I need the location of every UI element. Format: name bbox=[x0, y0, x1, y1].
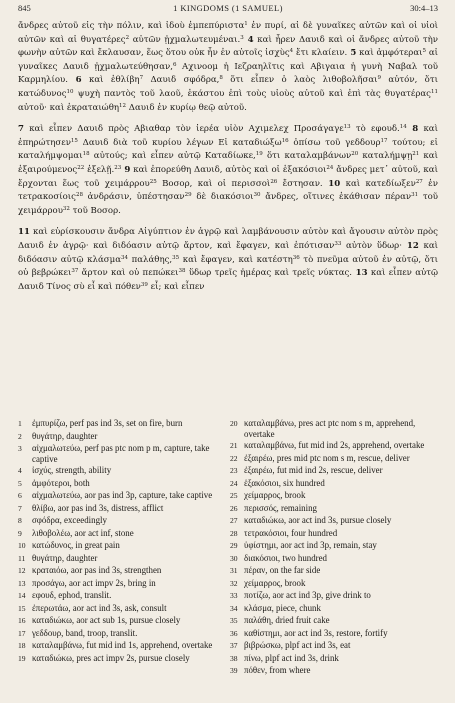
verse-number: 4 bbox=[243, 34, 254, 45]
verse-number: 10 bbox=[322, 178, 341, 189]
footnote-marker: 28 bbox=[75, 192, 83, 199]
verse-number: 9 bbox=[121, 164, 131, 175]
footnote-entry bbox=[18, 578, 218, 590]
text-run: ὅτι καταλαμβάνων bbox=[262, 151, 352, 162]
footnote-entry bbox=[230, 528, 430, 540]
footnote-marker: 37 bbox=[71, 268, 79, 275]
footnote-marker: 10 bbox=[66, 88, 74, 95]
footnote-marker: 1 bbox=[244, 21, 248, 27]
footnote-entry bbox=[230, 478, 430, 490]
footnote-marker: 19 bbox=[255, 151, 263, 158]
footnote-entry bbox=[230, 578, 430, 590]
footnote-entry bbox=[18, 478, 218, 490]
text-run: αἱ γυναῖκες Δαυιδ ᾐχμαλωτεύθησαν, bbox=[18, 48, 438, 72]
footnote-marker: 22 bbox=[77, 164, 85, 171]
text-run: καὶ ἐθλίβη bbox=[81, 75, 140, 86]
footnote-text: καταλαμβάνω, pres act ptc nom s m, apprehend, overtake bbox=[244, 418, 416, 439]
verse-number: 8 bbox=[406, 124, 419, 135]
footnote-text: καταδιώκω, aor act sub 1s, pursue closely bbox=[32, 615, 181, 626]
footnote-text: χείμαρρος, brook bbox=[244, 490, 306, 501]
footnote-text: γεδδουρ, band, troop, translit. bbox=[32, 627, 138, 638]
footnote-text: ὑφίστημι, aor act ind 3p, remain, stay bbox=[244, 540, 377, 551]
chapter-reference: 30:4–13 bbox=[410, 3, 438, 13]
footnote-marker: 36 bbox=[292, 254, 300, 261]
text-run: ἐξελῇ. bbox=[84, 164, 115, 175]
text-run: αὐτῶν ᾐχμαλωτευμέναι. bbox=[129, 34, 241, 45]
text-run: ἔτι κλαίειν. bbox=[293, 48, 348, 59]
footnote-entry bbox=[18, 515, 218, 527]
footnote-text: κλάσμα, piece, chunk bbox=[244, 602, 321, 613]
text-run: αὐτόν, ὅτι κατώδυνος bbox=[18, 75, 438, 99]
footnote-marker: 6 bbox=[172, 61, 177, 68]
footnote-text: ἐμπυρίζω, perf pas ind 3s, set on fire, burn bbox=[32, 418, 183, 428]
footnote-entry bbox=[18, 490, 218, 502]
footnote-entry bbox=[230, 465, 430, 477]
footnote-entry bbox=[18, 590, 218, 602]
footnote-text: πέραν, on the far side bbox=[244, 565, 321, 576]
footnote-text: ἑξακόσιοι, six hundred bbox=[244, 477, 325, 488]
footnote-entry bbox=[18, 553, 218, 565]
page-number: 845 bbox=[18, 3, 31, 13]
footnote-marker: 18 bbox=[82, 151, 90, 158]
book-title: 1 KINGDOMS (1 SAMUEL) bbox=[173, 3, 283, 13]
text-run: Δαυιδ διὰ τοῦ κυρίου λέγων Εἰ καταδιώξω bbox=[77, 137, 282, 148]
text-run: τὸ εφουδ. bbox=[350, 124, 400, 135]
text-run: καὶ διδόασιν αὐτῷ κλάσμα bbox=[18, 240, 438, 265]
footnote-marker: 16 bbox=[281, 137, 289, 144]
footnote-number: 4 bbox=[18, 466, 22, 476]
footnote-entry bbox=[230, 453, 430, 465]
footnote-marker: 8 bbox=[219, 75, 223, 82]
footnote-entry bbox=[230, 515, 430, 527]
footnote-number: 19 bbox=[18, 653, 26, 663]
footnote-number: 33 bbox=[230, 591, 238, 601]
footnote-entry bbox=[18, 528, 218, 540]
footnote-number: 1 bbox=[18, 419, 22, 428]
footnote-number: 37 bbox=[230, 641, 238, 651]
text-run: καὶ κατεδίωξεν bbox=[340, 178, 416, 189]
footnote-text: βιβρώσκω, plpf act ind 3s, eat bbox=[244, 640, 351, 651]
footnote-number: 28 bbox=[230, 528, 238, 538]
greek-text-body bbox=[18, 20, 438, 302]
footnote-text: καταλαμβάνω, fut mid ind 2s, apprehend, overtake bbox=[244, 440, 425, 451]
footnote-number: 5 bbox=[18, 478, 22, 488]
footnote-number: 34 bbox=[230, 603, 238, 613]
footnote-entry bbox=[230, 665, 430, 677]
text-run: καὶ ἐξαιρούμενος bbox=[18, 151, 438, 175]
footnote-entry bbox=[230, 490, 430, 502]
footnote-marker: 14 bbox=[399, 124, 407, 131]
footnote-text: κραταιόω, aor pas ind 3s, strengthen bbox=[32, 565, 162, 576]
footnote-entry bbox=[18, 628, 218, 640]
footnote-marker: 20 bbox=[351, 151, 359, 158]
text-run: καὶ εὑρίσκουσιν ἄνδρα Αἰγύπτιον ἐν ἀγρῷ καὶ λαμβάνουσιν αὐτὸν καὶ ἄγουσιν αὐτὸν πρὸς Δαυιδ ἐν ἀγρῷ· καὶ διδόασιν αὐτῷ ἄρτον, καὶ ἔφαγεν, καὶ ἐπότισαν bbox=[18, 227, 438, 251]
verse-number: 12 bbox=[401, 240, 419, 251]
text-run: τοῦ χειμάρρου bbox=[18, 192, 438, 216]
footnote-number: 25 bbox=[230, 491, 238, 501]
footnote-marker: 5 bbox=[422, 48, 427, 55]
footnote-text: θλίβω, aor pas ind 3s, distress, afflict bbox=[32, 502, 164, 513]
footnotes-right-column bbox=[230, 418, 430, 678]
footnote-number: 35 bbox=[230, 616, 238, 626]
footnote-text: χείμαρρος, brook bbox=[244, 577, 306, 588]
footnote-number: 14 bbox=[18, 591, 26, 601]
footnote-number: 31 bbox=[230, 566, 238, 576]
footnote-entry bbox=[18, 603, 218, 615]
text-run: καὶ ἀμφότεραι bbox=[356, 48, 423, 59]
footnote-marker: 15 bbox=[70, 137, 78, 144]
footnote-text: πόθεν, from where bbox=[244, 665, 311, 676]
text-run: ἐν πυρί, αἱ δὲ γυναῖκες αὐτῶν καὶ οἱ υἱοὶ αὐτῶν καὶ αἱ θυγατέρες bbox=[18, 21, 438, 45]
footnotes-left-column bbox=[18, 418, 218, 665]
verse-number: 7 bbox=[18, 124, 24, 135]
footnote-marker: 38 bbox=[178, 268, 186, 275]
footnote-entry bbox=[230, 628, 430, 640]
footnote-marker: 33 bbox=[334, 240, 342, 247]
footnote-number: 22 bbox=[230, 453, 238, 463]
text-run: ὅτι εἶπεν ὁ λαὸς λιθοβολῆσαι bbox=[222, 75, 378, 86]
footnote-entry bbox=[18, 503, 218, 515]
text-paragraph bbox=[18, 20, 438, 115]
text-run: καὶ εἶπεν Δαυιδ πρὸς Αβιαθαρ τὸν ἱερέα υἱὸν Αχιμελεχ Προσάγαγε bbox=[23, 124, 344, 135]
footnote-text: εφουδ, ephod, translit. bbox=[32, 590, 112, 601]
text-paragraph bbox=[18, 123, 438, 218]
footnote-number: 3 bbox=[18, 444, 22, 453]
text-run: Βοσορ, καὶ οἱ περισσοὶ bbox=[156, 178, 271, 189]
footnote-entry bbox=[18, 640, 218, 652]
footnote-text: πίνω, plpf act ind 3s, drink bbox=[244, 652, 339, 663]
footnote-text: θυγάτηρ, daughter bbox=[32, 430, 98, 441]
footnote-number: 30 bbox=[230, 553, 238, 563]
footnote-number: 38 bbox=[230, 653, 238, 663]
footnote-text: ἐπερωτάω, aor act ind 3s, ask, consult bbox=[32, 602, 167, 613]
footnote-entry bbox=[230, 418, 430, 439]
text-run: Αχινοομ ἡ Ιεζραηλῖτις καὶ Αβιγαια ἡ γυνὴ Ναβαλ τοῦ Καρμηλίου. bbox=[18, 61, 438, 86]
footnote-number: 20 bbox=[230, 419, 238, 428]
footnote-number: 11 bbox=[18, 553, 26, 563]
footnote-entry bbox=[18, 615, 218, 627]
footnote-entry bbox=[230, 553, 430, 565]
text-run: παλάθης, bbox=[128, 254, 173, 265]
footnote-marker: 27 bbox=[415, 178, 423, 185]
verse-number: 13 bbox=[352, 268, 368, 279]
footnote-entry bbox=[18, 540, 218, 552]
footnote-marker: 11 bbox=[431, 88, 438, 95]
text-run: Δαυιδ ἐν κυρίῳ θεῷ αὐτοῦ. bbox=[126, 102, 247, 113]
footnote-number: 9 bbox=[18, 528, 22, 538]
footnote-number: 8 bbox=[18, 516, 22, 526]
footnote-number: 17 bbox=[18, 628, 26, 638]
footnote-marker: 29 bbox=[184, 192, 192, 199]
footnote-entry bbox=[230, 540, 430, 552]
footnote-number: 29 bbox=[230, 541, 238, 551]
footnote-marker: 26 bbox=[270, 178, 278, 185]
footnote-entry bbox=[230, 653, 430, 665]
footnote-number: 16 bbox=[18, 616, 26, 626]
footnote-entry bbox=[18, 653, 218, 665]
footnote-text: ἐξαιρέω, pres mid ptc nom s m, rescue, deliver bbox=[244, 452, 410, 463]
text-run: ἐν τετρακοσίοις bbox=[18, 178, 438, 203]
footnote-number: 10 bbox=[18, 541, 26, 551]
footnote-marker: 4 bbox=[289, 48, 294, 55]
footnote-number: 18 bbox=[18, 641, 26, 651]
text-run: ἄρτον καὶ οὐ πεπώκει bbox=[78, 268, 179, 279]
footnote-number: 2 bbox=[18, 431, 22, 441]
footnote-number: 24 bbox=[230, 478, 238, 488]
footnote-marker: 35 bbox=[172, 254, 180, 261]
footnote-text: ἐξαιρέω, fut mid ind 2s, rescue, deliver bbox=[244, 465, 383, 476]
text-run: ψυχὴ παντὸς τοῦ λαοῦ, ἑκάστου ἐπὶ τοὺς υἱοὺς αὐτοῦ καὶ ἐπὶ τὰς θυγατέρας bbox=[73, 88, 431, 99]
footnote-text: ἀμφότεροι, both bbox=[32, 477, 90, 488]
footnote-text: θυγάτηρ, daughter bbox=[32, 552, 98, 563]
footnote-text: καταλαμβάνω, fut mid ind 1s, apprehend, overtake bbox=[32, 640, 213, 651]
text-run: ἔστησαν. bbox=[277, 178, 323, 189]
footnote-entry bbox=[230, 503, 430, 515]
book-page bbox=[18, 0, 438, 703]
footnote-text: τετρακόσιοι, four hundred bbox=[244, 527, 338, 538]
footnote-marker: 39 bbox=[140, 281, 148, 288]
footnote-marker: 21 bbox=[412, 151, 420, 158]
verse-number: 11 bbox=[18, 227, 30, 238]
footnote-number: 39 bbox=[230, 666, 238, 676]
footnote-marker: 3 bbox=[240, 34, 244, 41]
footnote-marker: 34 bbox=[121, 254, 128, 261]
verse-number: 6 bbox=[67, 75, 82, 86]
footnote-number: 6 bbox=[18, 491, 22, 501]
footnote-text: καταδιώκω, aor act ind 3s, pursue closely bbox=[244, 515, 392, 526]
footnote-entry bbox=[18, 431, 218, 443]
footnote-number: 32 bbox=[230, 578, 238, 588]
verse-number: 5 bbox=[347, 48, 357, 59]
footnote-text: αἰχμαλωτεύω, perf pas ptc nom p m, capture, take captive bbox=[32, 443, 210, 464]
footnote-text: αἰχμαλωτεύω, aor pas ind 3p, capture, take captive bbox=[32, 490, 213, 501]
footnote-text: προσάγω, aor act impv 2s, bring in bbox=[32, 577, 156, 588]
footnote-marker: 31 bbox=[411, 192, 419, 199]
text-run: καὶ ἔφαγεν, καὶ κατέστη bbox=[179, 254, 293, 265]
footnote-marker: 25 bbox=[149, 178, 157, 185]
footnote-marker: 23 bbox=[114, 164, 122, 171]
text-run: αὐτοῦ· καὶ ἐκραταιώθη bbox=[18, 102, 120, 113]
text-run: καὶ ἐπηρώτησεν bbox=[18, 124, 438, 148]
footnote-text: παλάθη, dried fruit cake bbox=[244, 615, 330, 626]
footnote-text: περισσός, remaining bbox=[244, 502, 317, 513]
footnote-entry bbox=[230, 640, 430, 652]
footnote-marker: 32 bbox=[62, 205, 70, 212]
footnote-text: καταδιώκω, pres act impv 2s, pursue closely bbox=[32, 652, 190, 663]
footnote-marker: 2 bbox=[125, 34, 130, 41]
text-run: τὸ πνεῦμα αὐτοῦ ἐν αὐτῷ, ὅτι οὐ βεβρώκει bbox=[18, 254, 438, 279]
text-fade-overlay bbox=[18, 392, 438, 414]
footnote-entry bbox=[230, 603, 430, 615]
text-run: ἄνδρες αὐτοῦ εἰς τὴν πόλιν, καὶ ἰδοὺ ἐμπεπύριστα bbox=[18, 21, 245, 31]
footnote-marker: 13 bbox=[343, 124, 351, 131]
footnote-number: 23 bbox=[230, 466, 238, 476]
footnote-entry bbox=[230, 565, 430, 577]
footnote-number: 21 bbox=[230, 441, 238, 451]
text-run: καὶ εἶπεν αὐτῷ Δαυιδ Τίνος σὺ εἶ καὶ πόθεν bbox=[18, 268, 438, 292]
running-header bbox=[18, 3, 438, 15]
footnote-number: 7 bbox=[18, 503, 22, 513]
footnote-text: διακόσιοι, two hundred bbox=[244, 552, 327, 563]
footnote-entry bbox=[230, 440, 430, 452]
footnote-marker: 7 bbox=[139, 75, 144, 82]
footnote-marker: 17 bbox=[380, 137, 388, 144]
footnote-number: 15 bbox=[18, 603, 26, 613]
text-run: τοῦ Βοσορ. bbox=[69, 205, 121, 216]
footnote-number: 12 bbox=[18, 566, 26, 576]
text-run: καταλήμψῃ bbox=[358, 151, 413, 162]
footnote-marker: 9 bbox=[377, 75, 382, 82]
footnote-number: 27 bbox=[230, 516, 238, 526]
text-run: ἄνδρες μετ᾽ αὐτοῦ, καὶ ἔρχονται ἕως τοῦ χειμάρρου bbox=[18, 164, 438, 189]
footnote-number: 13 bbox=[18, 578, 26, 588]
text-paragraph bbox=[18, 226, 438, 294]
footnote-entry bbox=[230, 590, 430, 602]
footnote-marker: 12 bbox=[119, 102, 127, 109]
text-run: ἀνδράσιν, ὑπέστησαν bbox=[82, 192, 185, 203]
footnote-text: καθίστημι, aor act ind 3s, restore, fortify bbox=[244, 627, 388, 638]
footnote-number: 26 bbox=[230, 503, 238, 513]
footnote-text: κατώδυνος, in great pain bbox=[32, 540, 120, 551]
footnote-text: ποτίζω, aor act ind 3p, give drink to bbox=[244, 590, 371, 601]
footnote-entry bbox=[230, 615, 430, 627]
text-run: εἶ; καὶ εἶπεν bbox=[147, 281, 205, 292]
footnote-marker: 30 bbox=[253, 192, 261, 199]
text-run: ἄνδρες, οἵτινες ἐκάθισαν πέραν bbox=[260, 192, 412, 203]
text-run: ὀπίσω τοῦ γεδδουρ bbox=[288, 137, 381, 148]
footnote-entry bbox=[18, 565, 218, 577]
footnote-entry bbox=[18, 418, 218, 430]
text-run: καὶ ἦρεν Δαυιδ καὶ οἱ ἄνδρες αὐτοῦ τὴν φωνὴν αὐτῶν καὶ ἔκλαυσαν, ἕως ὅτου οὐκ ἦν ἐν αὐτοῖς ἰσχὺς bbox=[18, 34, 439, 59]
footnote-text: λιθοβολέω, aor act inf, stone bbox=[32, 527, 134, 538]
text-run: καὶ ἐπορεύθη Δαυιδ, αὐτὸς καὶ οἱ ἑξακόσιοι bbox=[130, 164, 327, 175]
text-run: τούτου; εἰ καταλήμψομαι bbox=[18, 137, 438, 162]
text-run: ὕδωρ τρεῖς ἡμέρας καὶ τρεῖς νύκτας. bbox=[185, 268, 353, 279]
footnote-entry bbox=[18, 465, 218, 477]
text-run: αὐτὸν ὕδωρ· bbox=[341, 240, 402, 251]
footnote-text: ἰσχύς, strength, ability bbox=[32, 465, 112, 476]
footnote-text: σφόδρα, exceedingly bbox=[32, 515, 107, 526]
text-run: Δαυιδ σφόδρα, bbox=[143, 75, 220, 86]
text-run: δὲ διακόσιοι bbox=[191, 192, 254, 203]
footnote-marker: 24 bbox=[326, 164, 334, 171]
footnote-entry bbox=[18, 443, 218, 464]
text-run: αὐτούς; καὶ εἶπεν αὐτῷ Καταδίωκε, bbox=[89, 151, 256, 162]
footnote-number: 36 bbox=[230, 628, 238, 638]
